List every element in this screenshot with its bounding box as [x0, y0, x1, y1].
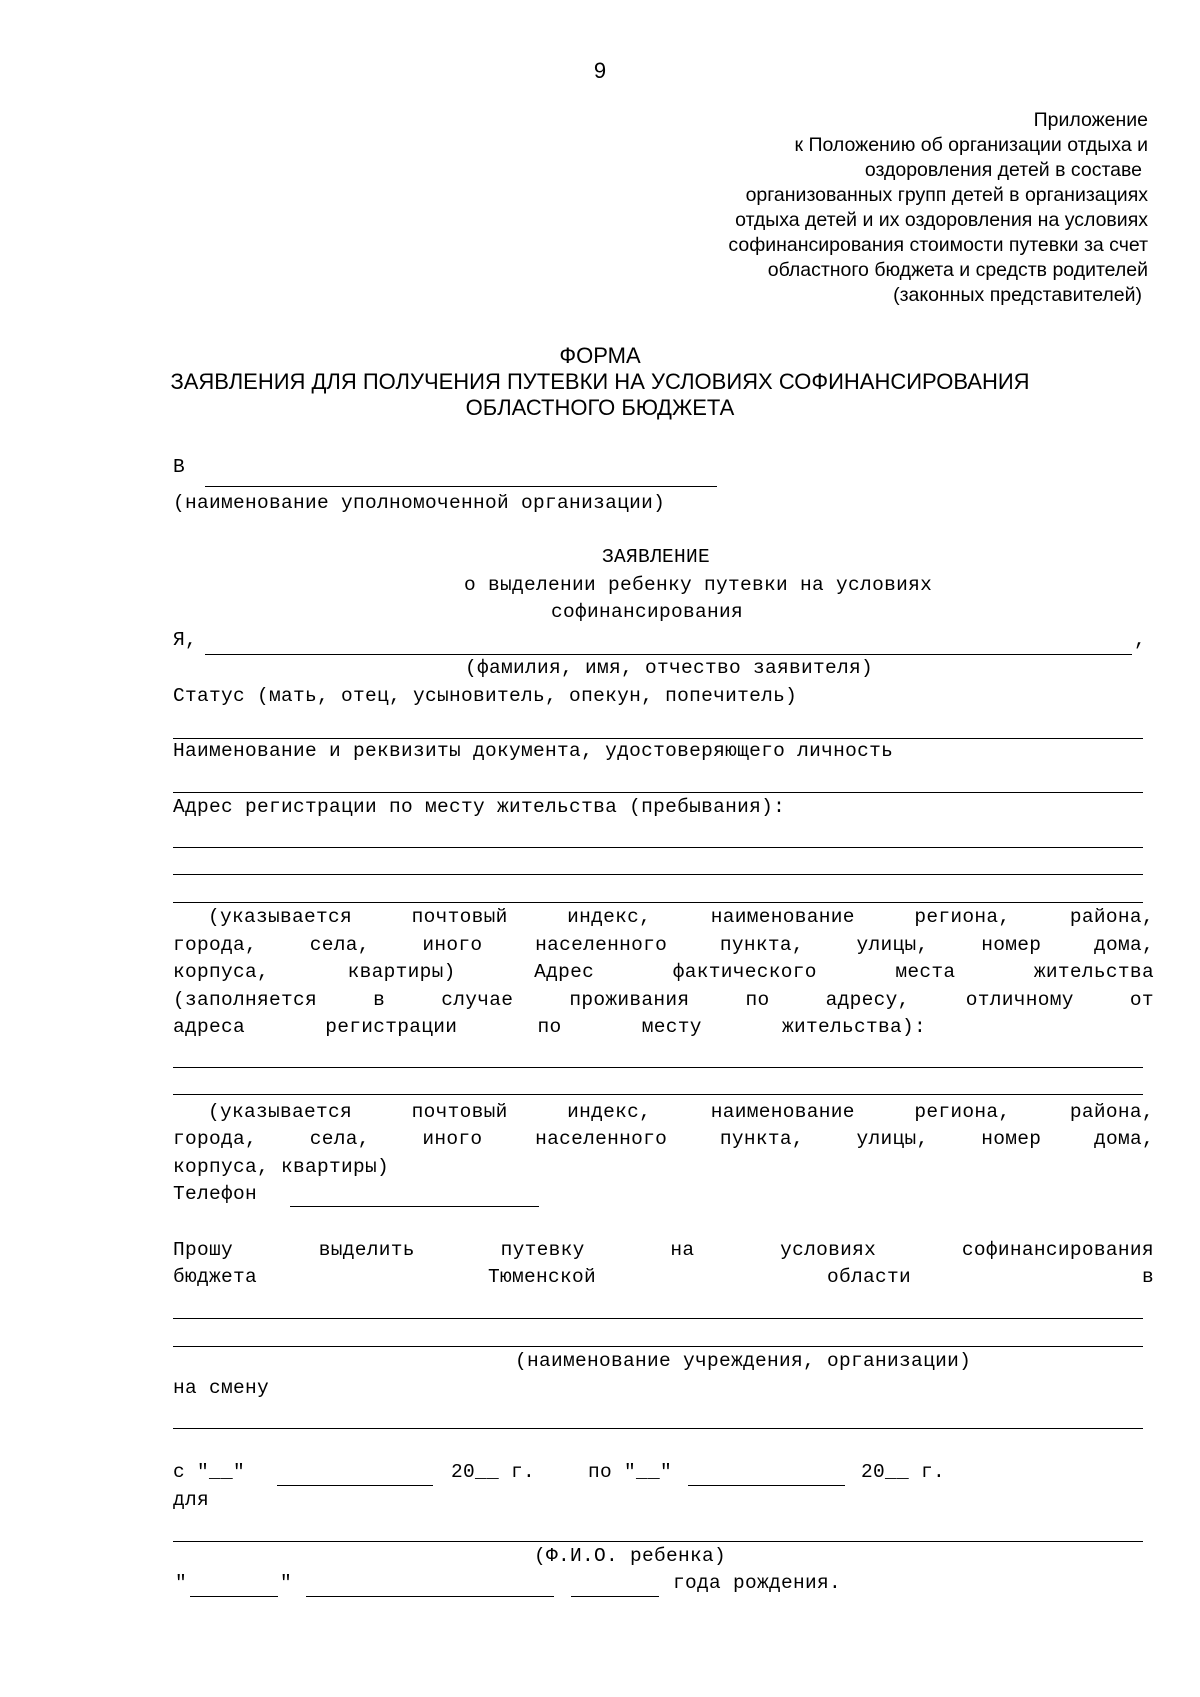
applicant-name-caption: (фамилия, имя, отчество заявителя) — [465, 657, 874, 679]
form-title-line: ФОРМА — [559, 343, 641, 368]
period-to-prefix: по "__" — [588, 1461, 673, 1483]
actual-address-field[interactable] — [173, 1067, 1143, 1068]
applicant-suffix: , — [1134, 629, 1147, 651]
period-to-month-field[interactable] — [688, 1485, 845, 1486]
applicant-name-field[interactable] — [205, 654, 1132, 655]
document-label: Наименование и реквизиты документа, удостоверяющего личность — [173, 740, 894, 762]
address-note-line: города, села, иного населенного пункта, улицы, номер дома, — [173, 1128, 1154, 1150]
request-line: бюджета Тюменской области в — [173, 1266, 1154, 1288]
address-note-line: (заполняется в случае проживания по адресу, отличному от — [173, 989, 1154, 1011]
actual-address-field[interactable] — [173, 1094, 1143, 1095]
period-from-month-field[interactable] — [277, 1485, 433, 1486]
birth-suffix: года рождения. — [673, 1572, 842, 1594]
request-line: Прошу выделить путевку на условиях софинансирования — [173, 1239, 1154, 1261]
birth-day-field[interactable] — [190, 1596, 278, 1597]
period-for-label: для — [173, 1489, 210, 1511]
address-note-line: корпуса, квартиры) Адрес фактического места жительства — [173, 961, 1154, 983]
form-title-line: ЗАЯВЛЕНИЯ ДЛЯ ПОЛУЧЕНИЯ ПУТЕВКИ НА УСЛОВИЯХ СОФИНАНСИРОВАНИЯ — [170, 369, 1030, 394]
appendix-line: (законных представителей) — [893, 284, 1142, 306]
institution-caption: (наименование учреждения, организации) — [515, 1350, 972, 1372]
child-caption: (Ф.И.О. ребенка) — [534, 1545, 727, 1567]
institution-field[interactable] — [173, 1346, 1143, 1347]
address-note-line: адреса регистрации по месту жительства): — [173, 1016, 926, 1038]
address-note-line: города, села, иного населенного пункта, улицы, номер дома, — [173, 934, 1154, 956]
appendix-line: Приложение — [1033, 109, 1148, 131]
address-note-line: корпуса, квартиры) — [173, 1156, 390, 1178]
registration-field[interactable] — [173, 847, 1143, 848]
applicant-prefix: Я, — [173, 629, 198, 651]
birth-year-field[interactable] — [571, 1596, 659, 1597]
phone-field[interactable] — [290, 1206, 539, 1207]
registration-field[interactable] — [173, 874, 1143, 875]
appendix-line: оздоровления детей в составе — [864, 159, 1142, 181]
shift-label: на смену — [173, 1377, 270, 1399]
form-title-line: ОБЛАСТНОГО БЮДЖЕТА — [465, 395, 735, 420]
birth-day-close-quote: " — [280, 1572, 293, 1594]
appendix-line: к Положению об организации отдыха и — [794, 134, 1148, 156]
appendix-line: отдыха детей и их оздоровления на условиях — [735, 209, 1148, 231]
document-field[interactable] — [173, 792, 1143, 793]
birth-day-open-quote: " — [175, 1572, 188, 1594]
institution-field[interactable] — [173, 1318, 1143, 1319]
recipient-field[interactable] — [205, 486, 717, 487]
address-note-line: (указывается почтовый индекс, наименование региона, района, — [208, 1101, 1154, 1123]
period-from-year: 20__ г. — [451, 1461, 536, 1483]
recipient-prefix: В — [173, 456, 186, 478]
status-field[interactable] — [173, 738, 1143, 739]
address-note-line: (указывается почтовый индекс, наименование региона, района, — [208, 906, 1154, 928]
child-name-field[interactable] — [173, 1541, 1143, 1542]
shift-field[interactable] — [173, 1428, 1143, 1429]
status-label: Статус (мать, отец, усыновитель, опекун, попечитель) — [173, 685, 798, 707]
appendix-line: областного бюджета и средств родителей — [767, 259, 1148, 281]
birth-month-field[interactable] — [306, 1596, 554, 1597]
period-to-year: 20__ г. — [861, 1461, 946, 1483]
statement-subheading: о выделении ребенку путевки на условиях — [464, 574, 933, 596]
phone-label: Телефон — [173, 1183, 258, 1205]
appendix-line: софинансирования стоимости путевки за счет — [728, 234, 1148, 256]
page-number: 9 — [593, 58, 607, 83]
appendix-line: организованных групп детей в организациях — [745, 184, 1148, 206]
statement-heading: ЗАЯВЛЕНИЕ — [602, 546, 711, 568]
registration-field[interactable] — [173, 902, 1143, 903]
registration-label: Адрес регистрации по месту жительства (пребывания): — [173, 796, 786, 818]
period-from-prefix: с "__" — [173, 1461, 246, 1483]
recipient-caption: (наименование уполномоченной организации) — [173, 492, 666, 514]
statement-subheading: софинансирования — [551, 601, 744, 623]
